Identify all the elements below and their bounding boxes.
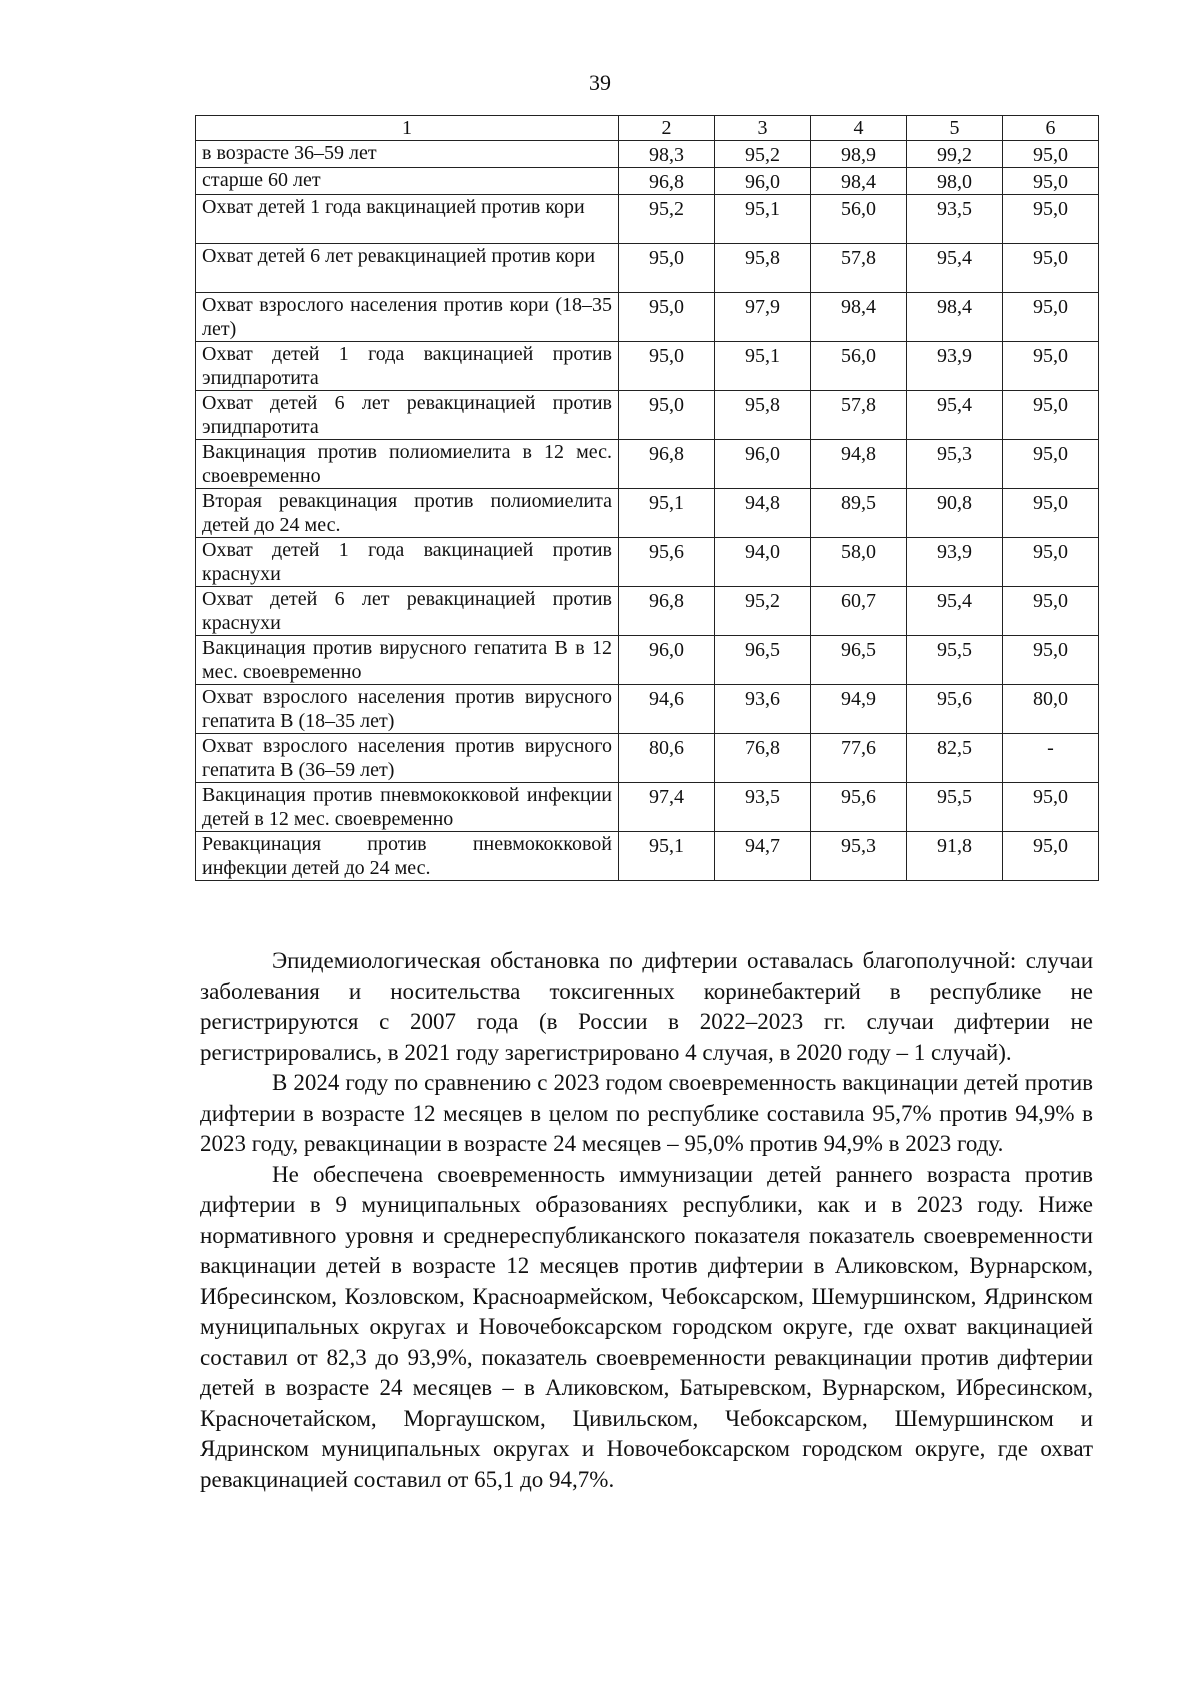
row-label: Охват детей 1 года вакцинацией против краснухи	[196, 538, 619, 587]
value-cell: 95,0	[619, 244, 715, 293]
value-cell: 95,4	[907, 244, 1003, 293]
value-cell: 98,0	[907, 168, 1003, 195]
table-row	[196, 195, 1099, 244]
value-cell: 77,6	[811, 734, 907, 783]
value-cell: 95,2	[715, 141, 811, 168]
value-cell: 98,4	[811, 168, 907, 195]
row-label: Вакцинация против вирусного гепатита В в 12 мес. своевременно	[196, 636, 619, 685]
value-cell: 95,6	[811, 783, 907, 832]
value-cell: 96,0	[619, 636, 715, 685]
value-cell: 95,0	[1003, 636, 1099, 685]
value-cell: 80,6	[619, 734, 715, 783]
table-row	[196, 391, 1099, 440]
value-cell: 57,8	[811, 391, 907, 440]
table-row	[196, 636, 1099, 685]
value-cell: 95,6	[619, 538, 715, 587]
row-label: Вторая ревакцинация против полиомиелита детей до 24 мес.	[196, 489, 619, 538]
table-row	[196, 293, 1099, 342]
row-label: Ревакцинация против пневмококковой инфекции детей до 24 мес.	[196, 832, 619, 881]
row-label: Охват детей 6 лет ревакцинацией против кори	[196, 244, 619, 293]
paragraph: В 2024 году по сравнению с 2023 годом своевременность вакцинации детей против дифтерии в возрасте 12 месяцев в целом по республике составила 95,7% против 94,9% в 2023 году, ревакцинации в возрасте 24 месяцев – 95,0% против 94,9% в 2023 году.	[200, 1070, 1093, 1156]
value-cell: 93,5	[715, 783, 811, 832]
value-cell: -	[1003, 734, 1099, 783]
paragraph: Не обеспечена своевременность иммунизации детей раннего возраста против дифтерии в 9 муниципальных образованиях республики, как и в 2023 году. Ниже нормативного уровня и среднереспубликанского показателя показатель своевременности вакцинации детей в возрасте 12 месяцев против дифтерии в Аликовском, Вурнарском, Ибресинском, Козловском, Красноармейском, Чебоксарском, Шемуршинском, Ядринском муниципальных округах и Новочебоксарском городском округе, где охват вакцинацией составил от 82,3 до 93,9%, показатель своевременности ревакцинации против дифтерии детей в возрасте 24 месяцев – в Аликовском, Батыревском, Вурнарском, Ибресинском, Красночетайском, Моргаушском, Цивильском, Чебоксарском, Шемуршинском и Ядринском муниципальных округах и Новочебоксарском городском округе, где охват ревакцинацией составил от 65,1 до 94,7%.	[200, 1161, 1093, 1492]
value-cell: 89,5	[811, 489, 907, 538]
row-label: Вакцинация против пневмококковой инфекции детей в 12 мес. своевременно	[196, 783, 619, 832]
value-cell: 94,8	[715, 489, 811, 538]
value-cell: 93,6	[715, 685, 811, 734]
value-cell: 93,9	[907, 538, 1003, 587]
value-cell: 97,9	[715, 293, 811, 342]
value-cell: 98,3	[619, 141, 715, 168]
value-cell: 95,0	[1003, 489, 1099, 538]
value-cell: 95,0	[1003, 440, 1099, 489]
value-cell: 95,1	[715, 342, 811, 391]
value-cell: 95,1	[715, 195, 811, 244]
value-cell: 82,5	[907, 734, 1003, 783]
value-cell: 95,0	[619, 342, 715, 391]
table-row	[196, 141, 1099, 168]
row-label: Охват детей 1 года вакцинацией против кори	[196, 195, 619, 244]
row-label: Охват взрослого населения против кори (18–35 лет)	[196, 293, 619, 342]
value-cell: 90,8	[907, 489, 1003, 538]
value-cell: 95,1	[619, 489, 715, 538]
value-cell: 80,0	[1003, 685, 1099, 734]
value-cell: 76,8	[715, 734, 811, 783]
header-cell: 1	[196, 116, 619, 141]
value-cell: 95,0	[1003, 141, 1099, 168]
value-cell: 58,0	[811, 538, 907, 587]
table-row	[196, 342, 1099, 391]
value-cell: 98,9	[811, 141, 907, 168]
table-row	[196, 685, 1099, 734]
value-cell: 96,8	[619, 440, 715, 489]
page-number: 39	[589, 70, 611, 95]
value-cell: 96,0	[715, 440, 811, 489]
value-cell: 93,5	[907, 195, 1003, 244]
value-cell: 95,5	[907, 636, 1003, 685]
value-cell: 96,8	[619, 168, 715, 195]
vaccination-table	[195, 115, 1099, 881]
value-cell: 95,3	[907, 440, 1003, 489]
value-cell: 94,7	[715, 832, 811, 881]
value-cell: 94,8	[811, 440, 907, 489]
table-row	[196, 587, 1099, 636]
row-label: Охват взрослого населения против вирусного гепатита В (36–59 лет)	[196, 734, 619, 783]
value-cell: 95,2	[715, 587, 811, 636]
value-cell: 95,0	[1003, 195, 1099, 244]
row-label: Охват детей 6 лет ревакцинацией против краснухи	[196, 587, 619, 636]
header-cell: 4	[811, 116, 907, 141]
table-body	[196, 141, 1099, 881]
table-row	[196, 783, 1099, 832]
table-row	[196, 244, 1099, 293]
value-cell: 95,0	[1003, 244, 1099, 293]
table-row	[196, 734, 1099, 783]
value-cell: 95,8	[715, 244, 811, 293]
value-cell: 94,0	[715, 538, 811, 587]
row-label: Охват взрослого населения против вирусного гепатита В (18–35 лет)	[196, 685, 619, 734]
paragraph: Эпидемиологическая обстановка по дифтерии оставалась благополучной: случаи заболевания и носительства токсигенных коринебактерий в республике не регистрируются с 2007 года (в России в 2022–2023 гг. случаи дифтерии не регистрировались, в 2021 году зарегистрировано 4 случая, в 2020 году – 1 случай).	[200, 948, 1093, 1065]
row-label: Вакцинация против полиомиелита в 12 мес. своевременно	[196, 440, 619, 489]
value-cell: 95,0	[619, 391, 715, 440]
row-label: в возрасте 36–59 лет	[196, 141, 619, 168]
value-cell: 95,0	[1003, 342, 1099, 391]
value-cell: 95,0	[1003, 293, 1099, 342]
value-cell: 60,7	[811, 587, 907, 636]
value-cell: 95,1	[619, 832, 715, 881]
table-row	[196, 538, 1099, 587]
value-cell: 95,8	[715, 391, 811, 440]
value-cell: 95,0	[1003, 587, 1099, 636]
value-cell: 95,6	[907, 685, 1003, 734]
value-cell: 96,5	[811, 636, 907, 685]
value-cell: 95,0	[1003, 538, 1099, 587]
header-cell: 6	[1003, 116, 1099, 141]
table-row	[196, 489, 1099, 538]
value-cell: 94,6	[619, 685, 715, 734]
value-cell: 57,8	[811, 244, 907, 293]
value-cell: 95,5	[907, 783, 1003, 832]
value-cell: 96,5	[715, 636, 811, 685]
value-cell: 96,0	[715, 168, 811, 195]
table-header-row	[196, 116, 1099, 141]
value-cell: 95,0	[1003, 832, 1099, 881]
row-label: Охват детей 6 лет ревакцинацией против эпидпаротита	[196, 391, 619, 440]
value-cell: 96,8	[619, 587, 715, 636]
value-cell: 99,2	[907, 141, 1003, 168]
value-cell: 93,9	[907, 342, 1003, 391]
value-cell: 56,0	[811, 342, 907, 391]
header-cell: 3	[715, 116, 811, 141]
table-row	[196, 832, 1099, 881]
value-cell: 95,0	[1003, 391, 1099, 440]
header-cell: 2	[619, 116, 715, 141]
value-cell: 95,4	[907, 587, 1003, 636]
value-cell: 95,3	[811, 832, 907, 881]
header-cell: 5	[907, 116, 1003, 141]
value-cell: 95,2	[619, 195, 715, 244]
value-cell: 56,0	[811, 195, 907, 244]
value-cell: 95,0	[1003, 783, 1099, 832]
value-cell: 98,4	[907, 293, 1003, 342]
value-cell: 91,8	[907, 832, 1003, 881]
value-cell: 94,9	[811, 685, 907, 734]
body-text	[200, 946, 1093, 1495]
value-cell: 98,4	[811, 293, 907, 342]
value-cell: 95,0	[1003, 168, 1099, 195]
value-cell: 95,0	[619, 293, 715, 342]
row-label: старше 60 лет	[196, 168, 619, 195]
table-row	[196, 440, 1099, 489]
row-label: Охват детей 1 года вакцинацией против эпидпаротита	[196, 342, 619, 391]
table-row	[196, 168, 1099, 195]
value-cell: 95,4	[907, 391, 1003, 440]
value-cell: 97,4	[619, 783, 715, 832]
